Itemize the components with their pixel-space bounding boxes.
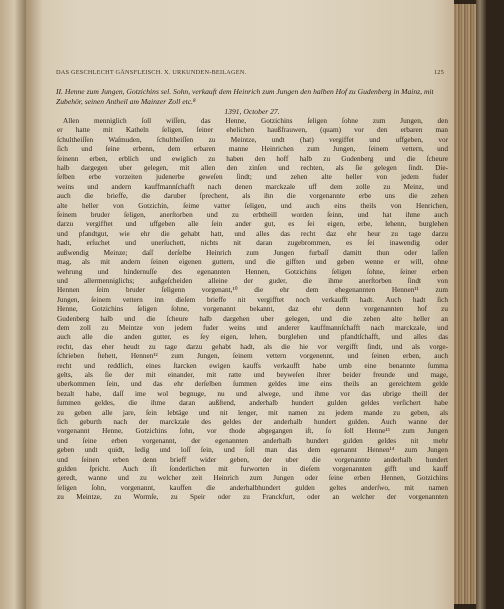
body-line: alte heller von Gotzichin, ſeime vatter ſeligen, und auch eins theils von Henrichen, xyxy=(57,201,448,210)
body-line: bezalt habe, daſſ ime wol begnuge, nu und alwege, und ihme vor das ubrige theill der xyxy=(57,389,448,398)
body-line: und ſeinen erben denn brieff wider geben, der uber die vorgenannte anderhalb hundert xyxy=(57,455,448,464)
book-cover-edge xyxy=(476,0,486,609)
body-line: er hatte mit Katheln ſeligen, ſeiner ehelichen haußfrauwen, (quam) vor den erbaren man xyxy=(57,126,448,135)
body-line: und ſeine erben vorgenannt, der egenannten anderhalb hundert gulden geldes nit mehr xyxy=(57,436,448,445)
body-line: auch die brieffe, die daruber ſprechent, als ihn die vorgenannte erbe uns die zehen xyxy=(57,192,448,201)
body-line: geredt, wanne und zu welcher zeit Heinrich zum Jungen oder ſeine erben Hennen, Gotzichins xyxy=(57,474,448,483)
document-title: II. Henne zum Jungen, Gotzichins sel. Sohn, verkauft dem Heinrich zum Jungen den halben Hof zu Gudenberg in Mainz, mit Zubehör, seinen Antheil am Mainzer Zoll etc.⁸ xyxy=(56,87,434,106)
body-line: außwendig Meinze; daſſ derſelbe Heinrich zum Jungen furbaſſ damitt thun oder laſſen xyxy=(57,248,448,257)
body-line: wehrung und hindernuſſe des egenannten Hennen, Gotzichins ſeligen ſohne, ſeiner erben xyxy=(57,267,448,276)
page-number: 125 xyxy=(433,69,444,76)
body-line: zu Meintze, zu Wormſe, zu Speir oder zu Franckfurt, oder an welcher der vorgenannten xyxy=(57,493,448,502)
body-line: ſelben erbe vorzeiten judenerbe geweſen ſindt; und zehen alte heller von jedem fuder xyxy=(57,173,448,182)
body-line: recht, das eher heudt zu tage darzu gehabt hadt, als die hie vor vergifft ſindt, und als vorge- xyxy=(57,342,448,351)
body-line: dem zoll zu Meintze von jedem fuder weins und anderer kauffmannſchafft nach marckzale, und xyxy=(57,323,448,332)
running-title: DAS GESCHLECHT GÄNSFLEISCH. X. URKUNDEN-BEILAGEN. xyxy=(56,69,247,76)
document-date: 1391, October 27. xyxy=(224,107,280,116)
body-line: hadt, erſuchet und unerſuchett, nichts nit daran zugebrommen, es ſei inawendig oder xyxy=(57,239,448,248)
document-body xyxy=(57,117,448,503)
body-line: auch alle die anden gutter, es ſey eigen, lehen, burglehen und pfandtſchafft, und alles das xyxy=(57,333,448,342)
body-line: ſeinenn erben, erblich und ewiglich zu haben den hoff halb zu Gudenberg und die ſcheure xyxy=(57,154,448,163)
body-line: ſchrieben ſtehett, Hennen¹² zum Jungen, ſeinem vettern vorgenennt, und ſeinen erben, auch xyxy=(57,352,448,361)
body-line: gulden ſpricht. Auch iſt ſonderlichen mit furworten in dieſem vorgenannten gifft und kauff xyxy=(57,465,448,474)
body-line: darzu vergifftet und uffgeben alle ſein ander gut, es ſei eigen, erbe, lehenn, burglehen xyxy=(57,220,448,229)
page-stack-edge xyxy=(454,4,476,604)
body-line: und pfandtgut, wie ehr die gehabt hatt, und alles das recht daz ehr heur zu tage darzu xyxy=(57,229,448,238)
body-line: und allermenniglichs; außgeſcheiden alleine der guder, die ihme anerſtorben ſindt von xyxy=(57,276,448,285)
previous-page-edge xyxy=(0,0,26,609)
body-line: mag, als mit andern ſeinen eigenen guttern, und die gifften und geben wenne er will, ohne xyxy=(57,258,448,267)
body-line: ſich geburth nach der marckzale des geldes der anderhalb hundert gulden. Auch wanne der xyxy=(57,418,448,426)
body-line: halb dargegen uber gelegen, mit allen den zinſen und rechten, als ſie gelegen ſindt. Die- xyxy=(57,164,448,173)
body-line: zu geben alle jare, ſein lebtäge und nit lenger, mit namen zu jedem mande zu geben, als xyxy=(57,408,448,417)
body-line: vorgenannt Henne, Gotzichins ſohn, vor thode abgegangen iſt, ſo ſoll Henne¹³ zum Jungen xyxy=(57,427,448,436)
running-header xyxy=(56,69,456,79)
body-line: recht und reddlich, eines ſtarcken ewigen kauffs verkaufft habe umb eine benannte ſumma xyxy=(57,361,448,370)
body-line: gelts, als ſie der mit einander, mit ratte und beyweſen ihrer beider freunde und mage, xyxy=(57,370,448,379)
body-line: ſeligen ſohn, vorgenannt, kauffen die anderhalbhundert gulden geltes anderſwo, mit namen xyxy=(57,483,448,492)
body-line: Hennen ſeim bruder ſeligenn vorgenant,¹⁰ die ehr dem ehegenannten Hennen¹¹ zum xyxy=(57,286,448,295)
body-line: Henne, Gotzichins ſeligen ſohne, vorgenannt bekannt, daz ehr denn vorgenannten hof zu xyxy=(57,305,448,314)
body-line: ſchultheiſſen Waſmuden, ſchultheiſſen zu Meintze, undt (hat) vergiffet und uffgeben, vor xyxy=(57,135,448,144)
body-line: ſummen geldes, die ihme daran außſtend, anderhalb hundert gulden geldes verſichert habe xyxy=(57,399,448,408)
body-line: Gudenberg halb und die ſcheure halb dargehen uber gelegen, und die zehen alte heller an xyxy=(57,314,448,323)
body-line: uberkommen ſein, und das ehr derſelben ſummen geldes ime eins theils an gereichtem gelde xyxy=(57,380,448,389)
body-line: Allen menniglich ſoll wiſſen, das Henne, Gotzichins ſeligen ſohne zum Jungen, den xyxy=(63,117,448,125)
body-line: weins und andern kauffmannſchafft nach denen marckzale uff dem zolle zu Meinz, und xyxy=(57,182,448,191)
body-line: Jungen, ſeinem vettern inn dieſem brieffe nit vergifftet noch verkaufft hadt. Auch hadt ſich xyxy=(57,295,448,304)
body-line: ſich und ſeine erbenn, dem erbaren manne Heinrichen zum Jungen, ſeinem vettern, und xyxy=(57,145,448,154)
body-line: geben undt quidt, ledig und loſſ ſein, und ſoll man das dem egenannt Hennen¹⁴ zum Jungen xyxy=(57,446,448,455)
body-line: ſeinem bruder ſeligen, anerſtorben und zu erbtheill worden ſeinn, und hat ihme auch xyxy=(57,211,448,220)
